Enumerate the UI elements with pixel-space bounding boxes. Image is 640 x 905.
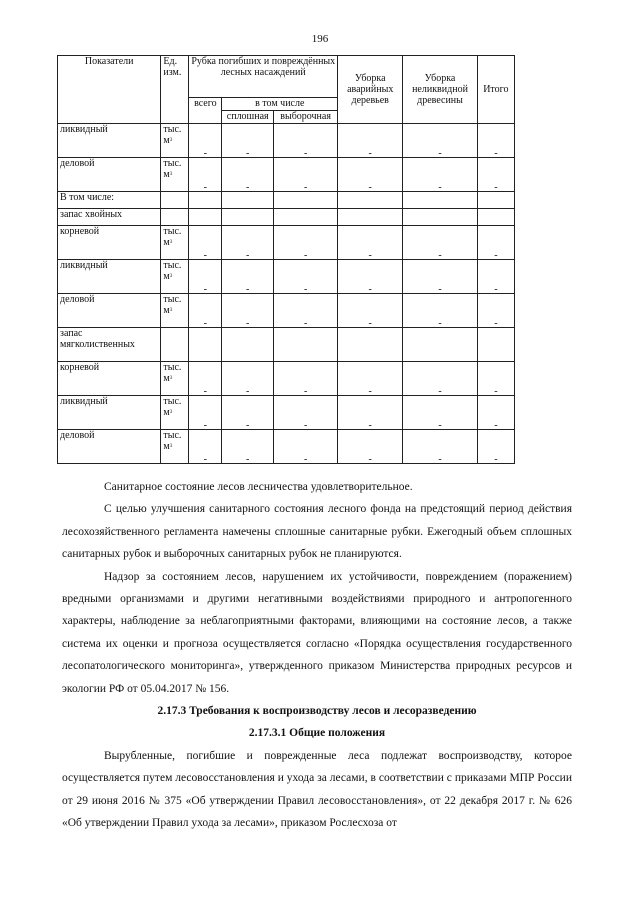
value-cell — [274, 209, 338, 226]
header-unit: Ед. изм. — [161, 56, 189, 124]
cell-value: - — [368, 454, 372, 465]
unit-text: тыс. м — [163, 396, 182, 418]
cell-value: - — [303, 148, 308, 159]
row-label: В том числе: — [58, 192, 161, 209]
section-heading: 2.17.3 Требования к воспроизводству лесов и лесоразведению — [157, 705, 477, 718]
cell-value: - — [438, 318, 442, 329]
value-cell — [274, 158, 338, 192]
paragraph-improvement: С целью улучшения санитарного состояния лесного фонда на предстоящий период действия лесохозяйственного регламента намечены сплошные санитарные рубки. Ежегодный объем сплошных санитарных рубок и выборочных санитарных рубок не планируются. — [62, 503, 572, 561]
header-total: Итого — [477, 56, 514, 124]
row-unit — [161, 209, 189, 226]
cell-value: - — [246, 182, 250, 193]
row-label: корневой — [58, 362, 161, 396]
table-row — [58, 260, 515, 294]
value-cell — [189, 294, 222, 328]
cell-value: - — [438, 250, 442, 261]
table-row — [58, 328, 515, 362]
table-row — [58, 226, 515, 260]
value-cell — [189, 362, 222, 396]
unit-text: тыс. м — [163, 362, 182, 384]
value-cell — [338, 430, 403, 464]
value-cell — [189, 158, 222, 192]
subsection-heading: 2.17.3.1 Общие положения — [248, 727, 386, 740]
value-cell — [477, 209, 514, 226]
value-cell — [189, 192, 222, 209]
row-label: деловой — [58, 158, 161, 192]
cell-value: - — [438, 284, 442, 295]
value-cell — [222, 226, 274, 260]
cell-value: - — [246, 318, 250, 329]
value-cell — [189, 209, 222, 226]
value-cell — [222, 260, 274, 294]
cell-value: - — [203, 318, 207, 329]
value-cell — [189, 430, 222, 464]
row-unit — [161, 362, 189, 396]
cell-value: - — [303, 420, 308, 431]
table-row — [58, 192, 515, 209]
value-cell — [189, 396, 222, 430]
value-cell — [274, 362, 338, 396]
value-cell — [477, 396, 514, 430]
header-emergency-trees: Уборка аварийных деревьев — [338, 56, 403, 124]
value-cell — [477, 192, 514, 209]
cell-value: - — [368, 420, 372, 431]
value-cell — [403, 430, 477, 464]
unit-superscript: 3 — [169, 240, 173, 245]
table-row — [58, 294, 515, 328]
value-cell — [222, 124, 274, 158]
value-cell — [477, 328, 514, 362]
row-unit — [161, 124, 189, 158]
cell-value: - — [494, 250, 498, 261]
cell-value: - — [303, 284, 308, 295]
unit-text: тыс. м — [163, 226, 182, 248]
value-cell — [338, 124, 403, 158]
header-total-sub: всего — [189, 98, 222, 124]
row-label: ликвидный — [58, 396, 161, 430]
unit-text: тыс. м — [163, 124, 182, 146]
cell-value: - — [203, 250, 207, 261]
row-label: запас мягколиственных — [58, 328, 161, 362]
unit-superscript: 3 — [169, 410, 173, 415]
cell-value: - — [494, 148, 498, 159]
cell-value: - — [303, 454, 308, 465]
value-cell — [338, 328, 403, 362]
cell-value: - — [494, 386, 498, 397]
unit-superscript: 3 — [169, 172, 173, 177]
cell-value: - — [246, 148, 250, 159]
value-cell — [274, 396, 338, 430]
paragraph-supervision: Надзор за состоянием лесов, нарушением их устойчивости, повреждением (поражением) вредными организмами и другими негативными воздействиями природного и антропогенного характеры, наблюдение за неблагоприятными факторами, влияющими на состояние лесов, а также система их оценки и прогноза осуществляется согласно «Порядка осуществления государственного лесопатологического мониторинга», утвержденного приказом Министерства природных ресурсов и экологии РФ от 05.04.2017 № 156. — [62, 570, 572, 695]
value-cell — [403, 294, 477, 328]
table-row — [58, 362, 515, 396]
value-cell — [222, 209, 274, 226]
header-selective-felling: выборочная — [274, 111, 338, 124]
value-cell — [403, 124, 477, 158]
cell-value: - — [368, 284, 372, 295]
value-cell — [274, 192, 338, 209]
cell-value: - — [368, 386, 372, 397]
value-cell — [274, 226, 338, 260]
row-label: корневой — [58, 226, 161, 260]
row-label: ликвидный — [58, 260, 161, 294]
cell-value: - — [203, 454, 207, 465]
cell-value: - — [303, 318, 308, 329]
table-row — [58, 158, 515, 192]
cell-value: - — [246, 250, 250, 261]
cell-value: - — [438, 420, 442, 431]
page-number: 196 — [311, 33, 329, 45]
row-unit — [161, 158, 189, 192]
unit-superscript: 3 — [169, 308, 173, 313]
value-cell — [274, 124, 338, 158]
value-cell — [477, 124, 514, 158]
value-cell — [222, 362, 274, 396]
row-unit — [161, 192, 189, 209]
value-cell — [274, 294, 338, 328]
cell-value: - — [203, 386, 207, 397]
value-cell — [477, 158, 514, 192]
row-label: запас хвойных — [58, 209, 161, 226]
unit-superscript: 3 — [169, 444, 173, 449]
cell-value: - — [246, 284, 250, 295]
value-cell — [403, 192, 477, 209]
table-row — [58, 124, 515, 158]
value-cell — [403, 362, 477, 396]
unit-superscript: 3 — [169, 274, 173, 279]
row-unit — [161, 260, 189, 294]
value-cell — [189, 260, 222, 294]
cell-value: - — [303, 386, 308, 397]
cell-value: - — [494, 182, 498, 193]
cell-value: - — [494, 454, 498, 465]
value-cell — [338, 396, 403, 430]
value-cell — [338, 362, 403, 396]
table-row — [58, 430, 515, 464]
header-felling: Рубка погибших и повреждённых лесных насаждений — [189, 56, 338, 98]
unit-superscript: 3 — [169, 376, 173, 381]
cell-value: - — [438, 386, 442, 397]
value-cell — [274, 328, 338, 362]
cell-value: - — [368, 182, 372, 193]
cell-value: - — [303, 182, 308, 193]
value-cell — [403, 226, 477, 260]
row-unit — [161, 328, 189, 362]
cell-value: - — [246, 386, 250, 397]
header-clear-felling: сплошная — [222, 111, 274, 124]
value-cell — [189, 328, 222, 362]
header-including: в том числе — [222, 98, 338, 111]
value-cell — [403, 328, 477, 362]
cell-value: - — [438, 454, 442, 465]
row-label: деловой — [58, 294, 161, 328]
value-cell — [477, 362, 514, 396]
cell-value: - — [368, 148, 372, 159]
value-cell — [403, 396, 477, 430]
cell-value: - — [203, 182, 207, 193]
cell-value: - — [203, 148, 207, 159]
value-cell — [222, 294, 274, 328]
cell-value: - — [494, 284, 498, 295]
value-cell — [189, 226, 222, 260]
value-cell — [403, 260, 477, 294]
value-cell — [189, 124, 222, 158]
cell-value: - — [438, 182, 442, 193]
value-cell — [403, 158, 477, 192]
value-cell — [222, 158, 274, 192]
cell-value: - — [494, 420, 498, 431]
cell-value: - — [368, 318, 372, 329]
value-cell — [222, 430, 274, 464]
row-unit — [161, 430, 189, 464]
table-row — [58, 396, 515, 430]
row-unit — [161, 294, 189, 328]
row-unit — [161, 396, 189, 430]
row-unit — [161, 226, 189, 260]
value-cell — [338, 192, 403, 209]
value-cell — [338, 226, 403, 260]
value-cell — [222, 328, 274, 362]
value-cell — [477, 226, 514, 260]
paragraph-reproduction: Вырубленные, погибшие и поврежденные леса подлежат воспроизводству, которое осуществляется путем лесовосстановления и ухода за лесами, в соответствии с приказами МПР России от 29 июня 2016 № 375 «Об утверждении Правил лесовосстановления», от 22 декабря 2017 г. № 626 «Об утверждении Правил ухода за лесами», приказом Рослесхоза от — [62, 749, 572, 830]
value-cell — [477, 260, 514, 294]
value-cell — [222, 396, 274, 430]
body-text — [62, 476, 572, 835]
cell-value: - — [246, 454, 250, 465]
paragraph-sanitary-state: Санитарное состояние лесов лесничества удовлетворительное. — [104, 481, 413, 493]
cell-value: - — [246, 420, 250, 431]
cell-value: - — [494, 318, 498, 329]
row-label: ликвидный — [58, 124, 161, 158]
value-cell — [477, 430, 514, 464]
cell-value: - — [368, 250, 372, 261]
cell-value: - — [203, 420, 207, 431]
value-cell — [338, 209, 403, 226]
value-cell — [338, 260, 403, 294]
cell-value: - — [438, 148, 442, 159]
value-cell — [338, 294, 403, 328]
value-cell — [274, 260, 338, 294]
cell-value: - — [203, 284, 207, 295]
cell-value: - — [303, 250, 308, 261]
value-cell — [338, 158, 403, 192]
value-cell — [477, 294, 514, 328]
unit-superscript: 3 — [169, 138, 173, 143]
row-label: деловой — [58, 430, 161, 464]
unit-text: тыс. м — [163, 430, 182, 452]
felling-indicators-table — [57, 55, 515, 464]
unit-text: тыс. м — [163, 158, 182, 180]
value-cell — [403, 209, 477, 226]
header-illiquid-wood: Уборка неликвидной древесины — [403, 56, 477, 124]
unit-text: тыс. м — [163, 260, 182, 282]
value-cell — [222, 192, 274, 209]
value-cell — [274, 430, 338, 464]
unit-text: тыс. м — [163, 294, 182, 316]
table-row — [58, 209, 515, 226]
header-indicator: Показатели — [58, 56, 161, 124]
